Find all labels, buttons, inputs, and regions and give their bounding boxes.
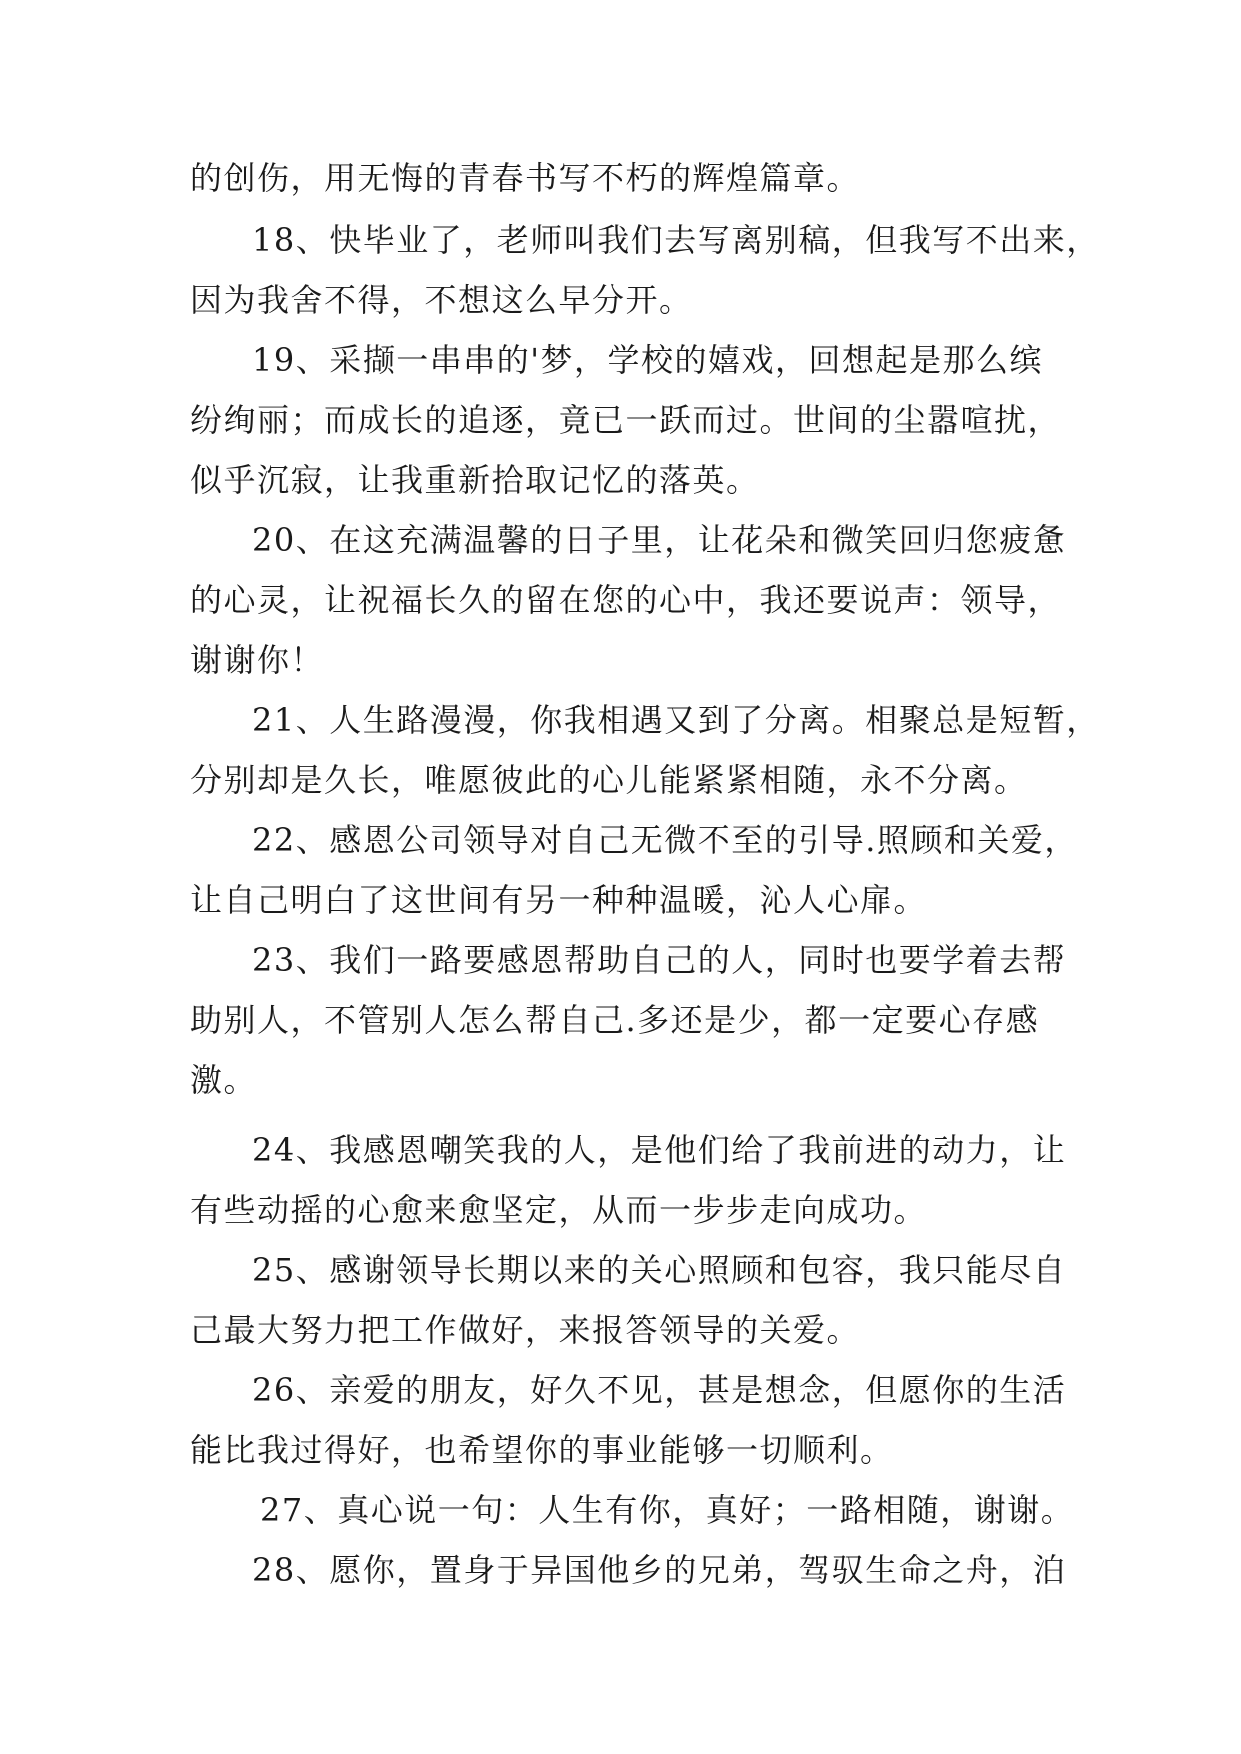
text-line: 22、感恩公司领导对自己无微不至的引导.照顾和关爱， bbox=[252, 821, 1078, 859]
text-line: 己最大努力把工作做好，来报答领导的关爱。 bbox=[190, 1311, 861, 1349]
text-line: 20、在这充满温馨的日子里，让花朵和微笑回归您疲惫 bbox=[252, 521, 1067, 559]
text-line: 23、我们一路要感恩帮助自己的人，同时也要学着去帮 bbox=[252, 941, 1067, 979]
text-line: 谢谢你！ bbox=[190, 641, 325, 679]
text-line: 让自己明白了这世间有另一种种温暖，沁人心扉。 bbox=[190, 881, 928, 919]
text-line: 18、快毕业了，老师叫我们去写离别稿，但我写不出来， bbox=[252, 221, 1100, 259]
text-line: 有些动摇的心愈来愈坚定，从而一步步走向成功。 bbox=[190, 1191, 928, 1229]
text-line: 26、亲爱的朋友，好久不见，甚是想念，但愿你的生活 bbox=[252, 1371, 1067, 1409]
text-line: 19、采撷一串串的'梦，学校的嬉戏，回想起是那么缤 bbox=[252, 341, 1044, 379]
text-line: 似乎沉寂，让我重新拾取记忆的落英。 bbox=[190, 461, 760, 499]
text-line: 分别却是久长，唯愿彼此的心儿能紧紧相随，永不分离。 bbox=[190, 761, 1028, 799]
text-line: 能比我过得好，也希望你的事业能够一切顺利。 bbox=[190, 1431, 894, 1469]
text-line: 助别人，不管别人怎么帮自己.多还是少，都一定要心存感 bbox=[190, 1001, 1040, 1039]
text-line: 27、真心说一句：人生有你，真好；一路相随，谢谢。 bbox=[260, 1491, 1075, 1529]
text-line: 24、我感恩嘲笑我的人，是他们给了我前进的动力，让 bbox=[252, 1131, 1067, 1169]
text-line: 纷绚丽；而成长的追逐，竟已一跃而过。世间的尘嚣喧扰， bbox=[190, 401, 1062, 439]
text-line: 28、愿你，置身于异国他乡的兄弟，驾驭生命之舟，泊 bbox=[252, 1551, 1067, 1589]
text-line: 的创伤，用无悔的青春书写不朽的辉煌篇章。 bbox=[190, 159, 861, 197]
text-line: 激。 bbox=[190, 1061, 258, 1099]
text-line: 25、感谢领导长期以来的关心照顾和包容，我只能尽自 bbox=[252, 1251, 1067, 1289]
text-line: 的心灵，让祝福长久的留在您的心中，我还要说声：领导， bbox=[190, 581, 1062, 619]
text-line: 21、人生路漫漫，你我相遇又到了分离。相聚总是短暂， bbox=[252, 701, 1100, 739]
text-line: 因为我舍不得，不想这么早分开。 bbox=[190, 281, 693, 319]
